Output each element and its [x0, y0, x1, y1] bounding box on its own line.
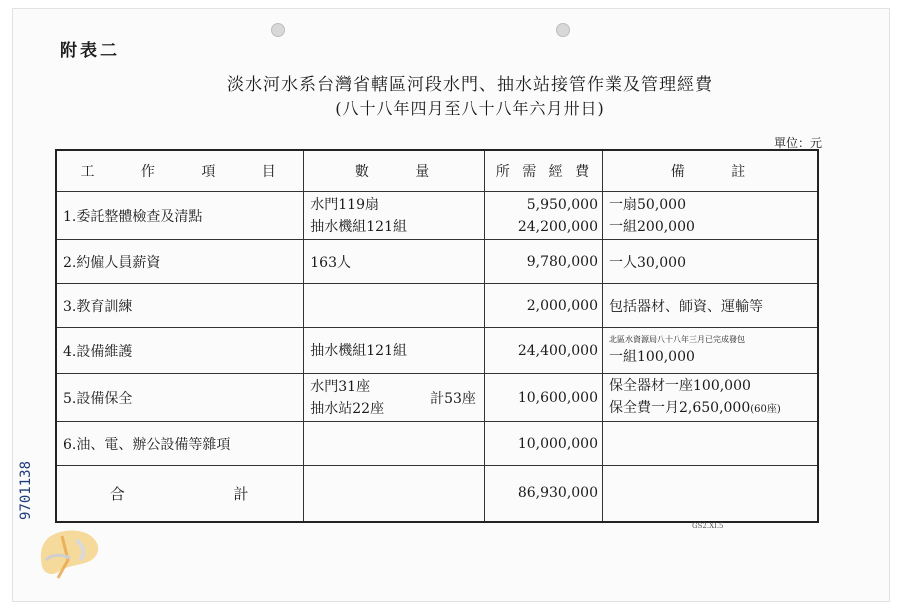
- archive-stamp-number: 9701138: [18, 460, 34, 520]
- row-quantity: [304, 422, 485, 466]
- quantity-line: 抽水機組121組: [310, 218, 407, 235]
- row-cost: 10,600,000: [484, 374, 602, 422]
- row-item: 2.約僱人員薪資: [56, 240, 304, 284]
- row-cost: 10,000,000: [484, 422, 602, 466]
- table-row: [56, 328, 818, 374]
- note-line: 保全器材一座100,000: [609, 377, 751, 394]
- total-cost: 86,930,000: [484, 466, 602, 522]
- row-item: 1.委託整體檢查及清點: [56, 192, 304, 240]
- row-cost: 2,000,000: [484, 284, 602, 328]
- table-row: [56, 422, 818, 466]
- row-note: 包括器材、師資、運輸等: [603, 284, 819, 328]
- row-note: 一人30,000: [603, 240, 819, 284]
- punch-hole: [556, 23, 570, 37]
- note-line: 一扇50,000: [609, 196, 686, 213]
- row-note: [603, 422, 819, 466]
- cost-line: 5,950,000: [526, 196, 598, 213]
- row-cost: [484, 192, 602, 240]
- attachment-label: 附表二: [60, 41, 120, 61]
- header-item: 工 作 項 目: [56, 150, 304, 192]
- note-suffix: (60座): [750, 403, 781, 415]
- budget-table: [55, 149, 819, 523]
- table-row: [56, 284, 818, 328]
- table-row: [56, 192, 818, 240]
- header-cost: 所 需 經 費: [484, 150, 602, 192]
- quantity-line: 抽水機組121組: [310, 342, 407, 359]
- archive-logo-icon: [28, 520, 118, 590]
- row-quantity: [304, 374, 485, 422]
- table-row: [56, 240, 818, 284]
- cost-line: 24,400,000: [517, 342, 598, 359]
- total-quantity: [304, 466, 485, 522]
- total-label: 合 計: [56, 466, 304, 522]
- unit-label: 單位：元: [773, 136, 822, 150]
- row-cost: [484, 328, 602, 374]
- row-quantity: [304, 284, 485, 328]
- note-line: 一組200,000: [609, 218, 695, 235]
- row-note: [603, 374, 819, 422]
- row-note: [603, 192, 819, 240]
- quantity-total: 計53座: [430, 390, 476, 407]
- quantity-line: 水門119扇: [310, 196, 379, 213]
- header-note: 備 註: [603, 150, 819, 192]
- quantity-line: 水門31座: [310, 378, 371, 395]
- quantity-line: 抽水站22座: [310, 400, 385, 417]
- note-text: 保全費一月2,650,000: [609, 399, 751, 416]
- document-title: 淡水河水系台灣省轄區河段水門、抽水站接管作業及管理經費: [227, 75, 713, 95]
- note-small-line: 北區水資源局八十八年三月已完成發包: [609, 334, 745, 344]
- total-note: [603, 466, 819, 522]
- note-line: [609, 397, 811, 421]
- row-item: 3.教育訓練: [56, 284, 304, 328]
- row-item: 6.油、電、辦公設備等雜項: [56, 422, 304, 466]
- row-quantity: [304, 192, 485, 240]
- table-row: [56, 374, 818, 422]
- punch-hole: [271, 23, 285, 37]
- row-quantity: 163人: [304, 240, 485, 284]
- cost-line: 24,200,000: [517, 218, 598, 235]
- row-item: 5.設備保全: [56, 374, 304, 422]
- row-note: [603, 328, 819, 374]
- row-quantity: [304, 328, 485, 374]
- document-period: (八十八年四月至八十八年六月卅日): [335, 99, 605, 118]
- table-header-row: [56, 150, 818, 192]
- row-cost: 9,780,000: [484, 240, 602, 284]
- footer-code: GS2.XI.5: [692, 522, 724, 530]
- header-quantity: 數 量: [304, 150, 485, 192]
- note-line: 一組100,000: [609, 348, 695, 365]
- row-item: 4.設備維護: [56, 328, 304, 374]
- total-row: [56, 466, 818, 522]
